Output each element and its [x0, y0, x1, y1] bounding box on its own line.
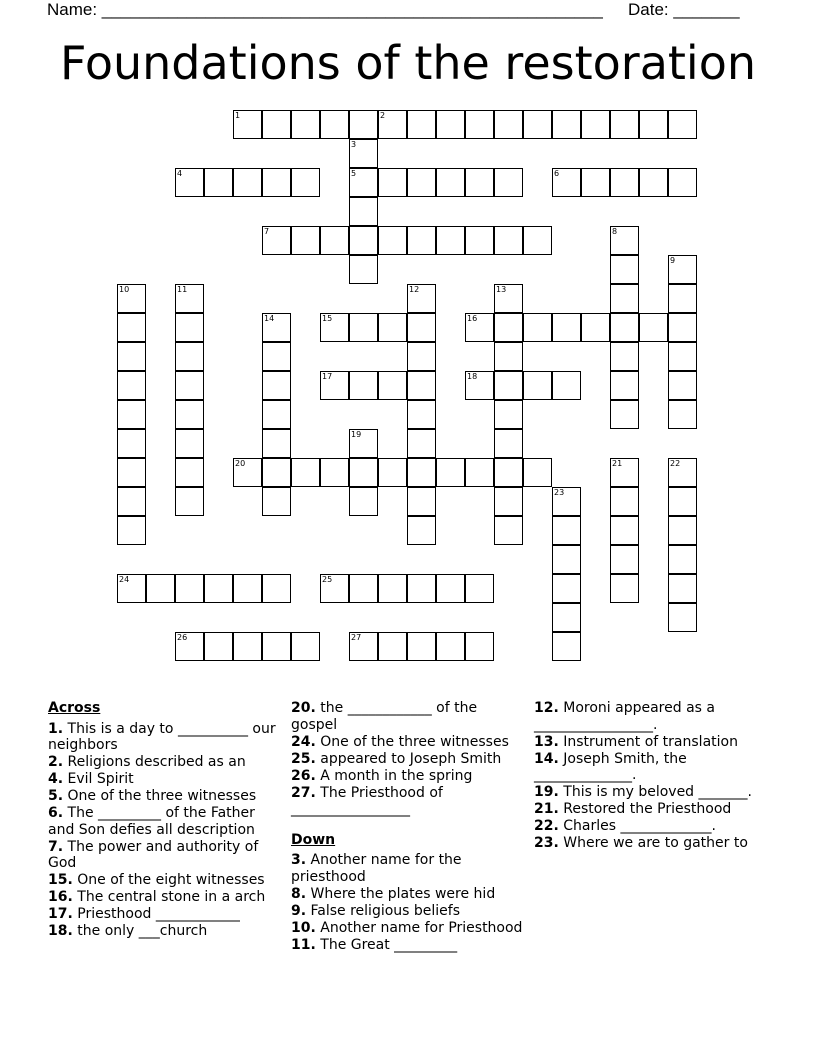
date-line: Date: _______	[628, 0, 740, 19]
grid-cell[interactable]	[436, 632, 465, 661]
cell-number: 22	[670, 459, 681, 468]
grid-cell[interactable]	[407, 632, 436, 661]
grid-cell[interactable]	[233, 574, 262, 603]
grid-cell[interactable]	[175, 284, 204, 313]
grid-cell[interactable]	[465, 574, 494, 603]
grid-cell[interactable]	[668, 458, 697, 487]
across-clue	[48, 839, 278, 872]
grid-cell[interactable]	[494, 110, 523, 139]
grid-cell[interactable]	[610, 226, 639, 255]
grid-cell[interactable]	[610, 371, 639, 400]
cell-number: 12	[409, 285, 420, 294]
grid-cell[interactable]	[668, 110, 697, 139]
grid-cell[interactable]	[349, 371, 378, 400]
grid-cell[interactable]	[175, 429, 204, 458]
grid-cell[interactable]	[320, 574, 349, 603]
grid-cell[interactable]	[494, 226, 523, 255]
clue-number: 27.	[291, 784, 316, 801]
grid-cell[interactable]	[320, 313, 349, 342]
grid-cell[interactable]	[552, 110, 581, 139]
grid-cell[interactable]	[175, 458, 204, 487]
clue-text: Where the plates were hid	[306, 885, 496, 902]
clue-number: 1.	[48, 720, 64, 737]
down-clue	[291, 937, 526, 954]
clue-number: 8.	[291, 885, 307, 902]
grid-cell[interactable]	[610, 313, 639, 342]
clue-text: Religions described as an	[63, 754, 246, 770]
across-clue	[48, 754, 278, 771]
grid-cell[interactable]	[262, 458, 291, 487]
grid-cell[interactable]	[320, 371, 349, 400]
down-clue	[291, 920, 526, 937]
grid-cell[interactable]	[407, 168, 436, 197]
clue-number: 21.	[534, 801, 559, 817]
grid-cell[interactable]	[668, 516, 697, 545]
clue-text: A month in the spring	[315, 767, 473, 784]
grid-cell[interactable]	[494, 371, 523, 400]
grid-cell[interactable]	[552, 487, 581, 516]
grid-cell[interactable]	[639, 110, 668, 139]
grid-cell[interactable]	[262, 313, 291, 342]
grid-cell[interactable]	[407, 516, 436, 545]
grid-cell[interactable]	[262, 168, 291, 197]
grid-cell[interactable]	[117, 458, 146, 487]
grid-cell[interactable]	[552, 632, 581, 661]
clue-number: 5.	[48, 788, 64, 804]
grid-cell[interactable]	[233, 168, 262, 197]
grid-cell[interactable]	[117, 400, 146, 429]
clue-text: the only ___church	[72, 923, 208, 939]
down-clue	[534, 801, 769, 818]
grid-cell[interactable]	[117, 487, 146, 516]
grid-cell[interactable]	[117, 516, 146, 545]
down-clue	[534, 700, 769, 733]
clue-number: 17.	[48, 906, 73, 922]
cell-number: 10	[119, 285, 130, 294]
clue-number: 26.	[291, 767, 316, 784]
grid-cell[interactable]	[581, 110, 610, 139]
grid-cell[interactable]	[581, 168, 610, 197]
name-line: Name: _____________________________________________________	[47, 0, 603, 19]
grid-cell[interactable]	[668, 342, 697, 371]
clue-number: 18.	[48, 923, 73, 939]
grid-cell[interactable]	[523, 458, 552, 487]
grid-cell[interactable]	[349, 574, 378, 603]
grid-cell[interactable]	[465, 458, 494, 487]
clue-text: Another name for Priesthood	[315, 919, 523, 936]
clue-text: Charles _____________.	[558, 818, 716, 834]
clue-number: 10.	[291, 919, 316, 936]
grid-cell[interactable]	[610, 545, 639, 574]
clue-number: 24.	[291, 733, 316, 750]
grid-cell[interactable]	[668, 574, 697, 603]
clue-text: One of the three witnesses	[63, 788, 257, 804]
clue-text: Evil Spirit	[63, 771, 134, 787]
clue-number: 13.	[534, 733, 559, 750]
cell-number: 7	[264, 227, 270, 236]
grid-cell[interactable]	[494, 342, 523, 371]
cell-number: 2	[380, 111, 386, 120]
grid-cell[interactable]	[117, 342, 146, 371]
clue-text: The Great _________	[315, 936, 458, 953]
across-clue	[48, 771, 278, 788]
grid-cell[interactable]	[523, 371, 552, 400]
grid-cell[interactable]	[146, 574, 175, 603]
grid-cell[interactable]	[407, 313, 436, 342]
clue-text: The central stone in a arch	[72, 889, 266, 905]
cell-number: 26	[177, 633, 188, 642]
grid-cell[interactable]	[465, 371, 494, 400]
clue-number: 16.	[48, 889, 73, 905]
grid-cell[interactable]	[291, 632, 320, 661]
grid-cell[interactable]	[175, 371, 204, 400]
grid-cell[interactable]	[117, 429, 146, 458]
clue-number: 7.	[48, 838, 64, 855]
grid-cell[interactable]	[291, 458, 320, 487]
grid-cell[interactable]	[465, 313, 494, 342]
grid-cell[interactable]	[639, 168, 668, 197]
grid-cell[interactable]	[668, 168, 697, 197]
across-clue	[48, 923, 278, 940]
grid-cell[interactable]	[262, 487, 291, 516]
grid-cell[interactable]	[291, 168, 320, 197]
clue-text: Where we are to gather to	[558, 835, 748, 851]
grid-cell[interactable]	[465, 110, 494, 139]
grid-cell[interactable]	[175, 632, 204, 661]
cell-number: 8	[612, 227, 618, 236]
clue-number: 20.	[291, 700, 316, 716]
grid-cell[interactable]	[262, 342, 291, 371]
grid-cell[interactable]	[610, 168, 639, 197]
grid-cell[interactable]	[552, 313, 581, 342]
clue-text: One of the three witnesses	[315, 733, 509, 750]
clue-number: 3.	[291, 852, 307, 868]
cell-number: 3	[351, 140, 357, 149]
down-clue	[534, 751, 769, 784]
grid-cell[interactable]	[175, 574, 204, 603]
grid-cell[interactable]	[378, 313, 407, 342]
grid-cell[interactable]	[465, 632, 494, 661]
grid-cell[interactable]	[378, 168, 407, 197]
grid-cell[interactable]	[436, 574, 465, 603]
across-clue	[48, 805, 278, 838]
grid-cell[interactable]	[407, 342, 436, 371]
down-clue	[534, 734, 769, 751]
clue-number: 23.	[534, 835, 559, 851]
clue-text: Moroni appeared as a _________________.	[534, 700, 715, 733]
clues-column-1	[48, 700, 278, 940]
clue-text: Priesthood ____________	[72, 906, 240, 922]
across-clue	[48, 721, 278, 754]
clue-number: 6.	[48, 805, 64, 821]
grid-cell[interactable]	[175, 313, 204, 342]
cell-number: 6	[554, 169, 560, 178]
cell-number: 5	[351, 169, 357, 178]
grid-cell[interactable]	[349, 226, 378, 255]
grid-cell[interactable]	[204, 574, 233, 603]
clue-text: Another name for the priesthood	[291, 852, 462, 885]
grid-cell[interactable]	[581, 313, 610, 342]
grid-cell[interactable]	[407, 371, 436, 400]
grid-cell[interactable]	[349, 429, 378, 458]
clues-column-2	[291, 700, 526, 954]
grid-cell[interactable]	[117, 313, 146, 342]
clue-text: The Priesthood of _________________	[291, 784, 443, 817]
clue-text: Instrument of translation	[558, 733, 738, 750]
grid-cell[interactable]	[407, 458, 436, 487]
grid-cell[interactable]	[523, 313, 552, 342]
clue-number: 4.	[48, 771, 64, 787]
grid-cell[interactable]	[349, 313, 378, 342]
grid-cell[interactable]	[610, 342, 639, 371]
cell-number: 11	[177, 285, 188, 294]
grid-cell[interactable]	[407, 284, 436, 313]
grid-cell[interactable]	[668, 400, 697, 429]
cell-number: 15	[322, 314, 333, 323]
clue-number: 22.	[534, 818, 559, 834]
grid-cell[interactable]	[610, 487, 639, 516]
grid-cell[interactable]	[523, 110, 552, 139]
grid-cell[interactable]	[262, 632, 291, 661]
grid-cell[interactable]	[175, 487, 204, 516]
cell-number: 4	[177, 169, 183, 178]
across-clue	[291, 768, 526, 785]
grid-cell[interactable]	[552, 168, 581, 197]
grid-cell[interactable]	[320, 458, 349, 487]
clue-number: 12.	[534, 700, 559, 716]
clue-number: 25.	[291, 750, 316, 767]
grid-cell[interactable]	[262, 110, 291, 139]
grid-cell[interactable]	[262, 429, 291, 458]
grid-cell[interactable]	[494, 516, 523, 545]
cell-number: 18	[467, 372, 478, 381]
cell-number: 27	[351, 633, 362, 642]
grid-cell[interactable]	[494, 400, 523, 429]
cell-number: 16	[467, 314, 478, 323]
grid-cell[interactable]	[552, 603, 581, 632]
clue-number: 19.	[534, 784, 559, 800]
grid-cell[interactable]	[349, 487, 378, 516]
grid-cell[interactable]	[175, 342, 204, 371]
grid-cell[interactable]	[349, 632, 378, 661]
grid-cell[interactable]	[668, 371, 697, 400]
down-clue	[534, 818, 769, 835]
grid-cell[interactable]	[494, 487, 523, 516]
across-clue	[48, 906, 278, 923]
grid-cell[interactable]	[610, 284, 639, 313]
clue-number: 2.	[48, 754, 64, 770]
grid-cell[interactable]	[378, 574, 407, 603]
grid-cell[interactable]	[349, 255, 378, 284]
cell-number: 25	[322, 575, 333, 584]
grid-cell[interactable]	[552, 545, 581, 574]
grid-cell[interactable]	[233, 632, 262, 661]
cell-number: 13	[496, 285, 507, 294]
grid-cell[interactable]	[668, 284, 697, 313]
across-clue	[48, 889, 278, 906]
clue-text: This is my beloved _______.	[558, 784, 752, 800]
cell-number: 19	[351, 430, 362, 439]
down-clue	[534, 835, 769, 852]
grid-cell[interactable]	[610, 255, 639, 284]
across-clue	[291, 785, 526, 818]
grid-cell[interactable]	[407, 226, 436, 255]
clue-text: This is a day to __________ our neighbors	[48, 720, 276, 753]
page-title: Foundations of the restoration	[60, 36, 756, 90]
grid-cell[interactable]	[494, 313, 523, 342]
clue-number: 15.	[48, 872, 73, 888]
grid-cell[interactable]	[378, 371, 407, 400]
grid-cell[interactable]	[175, 400, 204, 429]
clue-text: The power and authority of God	[48, 838, 259, 871]
grid-cell[interactable]	[262, 400, 291, 429]
clue-text: the ____________ of the gospel	[291, 700, 478, 733]
clue-text: appeared to Joseph Smith	[315, 750, 502, 767]
cell-number: 24	[119, 575, 130, 584]
grid-cell[interactable]	[436, 458, 465, 487]
grid-cell[interactable]	[523, 226, 552, 255]
grid-cell[interactable]	[378, 110, 407, 139]
grid-cell[interactable]	[436, 226, 465, 255]
grid-cell[interactable]	[349, 168, 378, 197]
grid-cell[interactable]	[291, 110, 320, 139]
grid-cell[interactable]	[262, 371, 291, 400]
grid-cell[interactable]	[494, 168, 523, 197]
grid-cell[interactable]	[668, 255, 697, 284]
grid-cell[interactable]	[378, 226, 407, 255]
clues-column-3	[534, 700, 769, 852]
across-clue	[291, 734, 526, 751]
grid-cell[interactable]	[494, 284, 523, 313]
across-heading: Across	[48, 700, 101, 716]
clue-text: The _________ of the Father and Son defies all description	[48, 805, 255, 838]
grid-cell[interactable]	[320, 226, 349, 255]
grid-cell[interactable]	[668, 545, 697, 574]
grid-cell[interactable]	[552, 371, 581, 400]
grid-cell[interactable]	[233, 458, 262, 487]
across-clue	[291, 700, 526, 733]
grid-cell[interactable]	[349, 139, 378, 168]
grid-cell[interactable]	[349, 458, 378, 487]
cell-number: 9	[670, 256, 676, 265]
down-clue	[291, 852, 526, 885]
grid-cell[interactable]	[436, 110, 465, 139]
grid-cell[interactable]	[610, 400, 639, 429]
grid-cell[interactable]	[349, 110, 378, 139]
clue-text: Joseph Smith, the ______________.	[534, 750, 687, 783]
clue-number: 11.	[291, 936, 316, 953]
grid-cell[interactable]	[610, 574, 639, 603]
across-clue	[291, 751, 526, 768]
clue-number: 14.	[534, 750, 559, 767]
clue-text: One of the eight witnesses	[72, 872, 265, 888]
cell-number: 17	[322, 372, 333, 381]
grid-cell[interactable]	[436, 168, 465, 197]
grid-cell[interactable]	[494, 458, 523, 487]
grid-cell[interactable]	[668, 603, 697, 632]
grid-cell[interactable]	[407, 110, 436, 139]
grid-cell[interactable]	[552, 516, 581, 545]
grid-cell[interactable]	[407, 400, 436, 429]
grid-cell[interactable]	[610, 458, 639, 487]
down-clue	[291, 903, 526, 920]
grid-cell[interactable]	[291, 226, 320, 255]
down-clue	[534, 784, 769, 801]
grid-cell[interactable]	[349, 197, 378, 226]
grid-cell[interactable]	[117, 574, 146, 603]
grid-cell[interactable]	[262, 226, 291, 255]
cell-number: 14	[264, 314, 275, 323]
grid-cell[interactable]	[117, 371, 146, 400]
cell-number: 20	[235, 459, 246, 468]
grid-cell[interactable]	[668, 313, 697, 342]
grid-cell[interactable]	[465, 226, 494, 255]
grid-cell[interactable]	[639, 313, 668, 342]
clue-text: False religious beliefs	[306, 902, 461, 919]
across-clue	[48, 788, 278, 805]
down-clue	[291, 886, 526, 903]
grid-cell[interactable]	[378, 458, 407, 487]
grid-cell[interactable]	[610, 110, 639, 139]
grid-cell[interactable]	[233, 110, 262, 139]
grid-cell[interactable]	[407, 574, 436, 603]
cell-number: 1	[235, 111, 241, 120]
across-clue	[48, 872, 278, 889]
cell-number: 21	[612, 459, 623, 468]
grid-cell[interactable]	[407, 429, 436, 458]
down-heading: Down	[291, 831, 336, 848]
grid-cell[interactable]	[204, 168, 233, 197]
grid-cell[interactable]	[407, 487, 436, 516]
grid-cell[interactable]	[465, 168, 494, 197]
grid-cell[interactable]	[262, 574, 291, 603]
clue-number: 9.	[291, 902, 307, 919]
clue-text: Restored the Priesthood	[558, 801, 732, 817]
grid-cell[interactable]	[117, 284, 146, 313]
grid-cell[interactable]	[378, 632, 407, 661]
grid-cell[interactable]	[494, 429, 523, 458]
grid-cell[interactable]	[552, 574, 581, 603]
grid-cell[interactable]	[175, 168, 204, 197]
cell-number: 23	[554, 488, 565, 497]
grid-cell[interactable]	[668, 487, 697, 516]
grid-cell[interactable]	[204, 632, 233, 661]
grid-cell[interactable]	[320, 110, 349, 139]
grid-cell[interactable]	[610, 516, 639, 545]
